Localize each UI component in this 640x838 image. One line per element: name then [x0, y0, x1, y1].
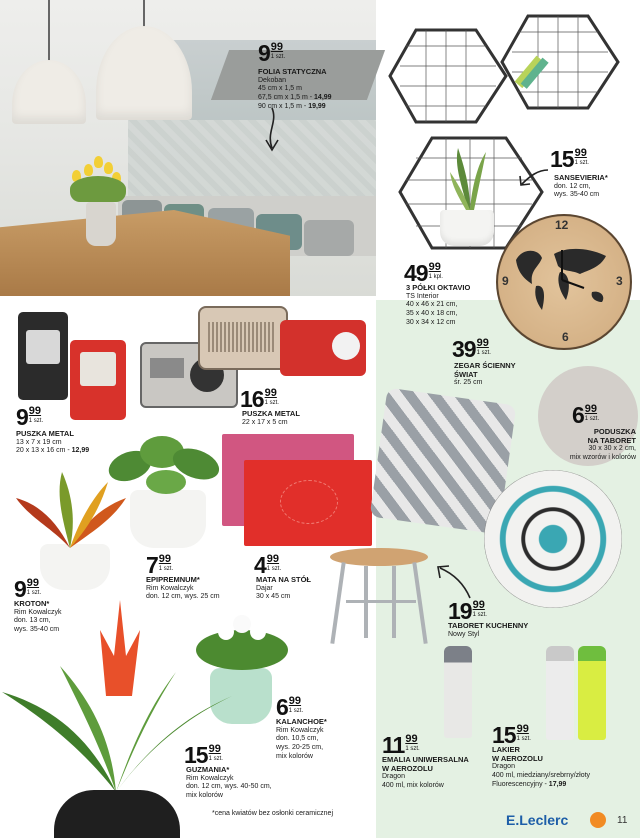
- price-zegar: [452, 338, 491, 361]
- clock-numeral: 12: [555, 218, 569, 232]
- price-unit: 1 szt.: [584, 416, 600, 422]
- product-name: LAKIER: [492, 745, 520, 754]
- product-info-guzmania: [186, 766, 272, 801]
- product-name: MATA NA STÓŁ: [256, 575, 311, 584]
- product-info-lakier: [492, 746, 590, 790]
- arrow-icon: [516, 166, 550, 188]
- product-desc: Rim Kowalczyk: [146, 584, 194, 592]
- variant-text: Fluorescencyjny -: [492, 780, 549, 788]
- price-folia: [258, 42, 285, 65]
- red-table-mat-image: [244, 460, 372, 546]
- price-integer: 7: [146, 552, 158, 578]
- price-integer: 9: [16, 404, 28, 430]
- price-cents: 99: [584, 403, 598, 415]
- price-unit: 1 szt.: [270, 54, 286, 60]
- cushion-image: [304, 220, 354, 256]
- price-integer: 6: [276, 694, 288, 720]
- product-name: W AEROZOLU: [492, 753, 543, 763]
- product-desc: mix kolorów: [276, 752, 313, 760]
- price-unit: 1 szt.: [288, 708, 304, 714]
- price-unit: 1 szt.: [405, 746, 420, 752]
- product-name: PUSZKA METAL: [242, 409, 300, 418]
- variant-price: 14,99: [314, 94, 332, 102]
- product-desc: Rim Kowalczyk: [14, 608, 62, 616]
- product-info-kroton: [14, 600, 61, 635]
- price-cents: 99: [516, 723, 529, 735]
- price-unit: 1 szt.: [574, 160, 589, 166]
- product-name: EPIPREMNUM*: [146, 575, 200, 584]
- price-integer: 11: [382, 732, 405, 758]
- price-unit: 1 szt.: [208, 756, 223, 762]
- product-desc: 45 cm x 1,5 m: [258, 85, 302, 93]
- price-taboret: [448, 600, 487, 623]
- price-cents: 99: [264, 387, 277, 399]
- price-cents: 99: [288, 695, 302, 707]
- tulip-image: [84, 164, 93, 176]
- arrow-icon: [434, 562, 474, 602]
- product-name: EMALIA UNIWERSALNA: [382, 755, 469, 764]
- price-unit: 1 szt.: [26, 590, 42, 596]
- price-guzmania: [184, 744, 223, 767]
- price-unit: 1 szt.: [158, 566, 174, 572]
- price-kroton: [14, 578, 41, 601]
- product-name: 3 PÓŁKI OKTAVIO: [406, 283, 471, 292]
- epipremnum-pot-image: [130, 490, 206, 548]
- product-name: ŚWIAT: [454, 369, 478, 379]
- price-unit: 1 szt.: [476, 350, 491, 356]
- pendant-lamp-image: [12, 60, 86, 124]
- product-info-folia: [258, 68, 332, 112]
- price-unit: 1 szt.: [516, 736, 531, 742]
- price-sansevieria: [550, 148, 589, 171]
- product-name: KALANCHOE*: [276, 717, 327, 726]
- product-desc: Rim Kowalczyk: [186, 774, 234, 782]
- price-poduszka: [572, 404, 599, 427]
- product-desc: TS Interior: [406, 292, 439, 300]
- leclerc-logo-icon: [590, 812, 606, 828]
- price-lakier: [492, 724, 531, 747]
- tulip-leaves-image: [70, 176, 126, 202]
- price-puszka-1: [16, 406, 43, 429]
- product-info-mata: [256, 576, 311, 602]
- price-unit: 1 szt.: [28, 418, 44, 424]
- price-integer: 9: [14, 576, 26, 602]
- product-desc: Rim Kowalczyk: [276, 726, 324, 734]
- product-info-sansevieria: [554, 174, 608, 200]
- variant-price: 12,99: [71, 447, 90, 455]
- product-desc: don. 12 cm,: [554, 182, 591, 190]
- price-integer: 4: [254, 552, 266, 578]
- product-name: TABORET KUCHENNY: [448, 621, 529, 630]
- product-desc: don. 10,5 cm,: [276, 735, 319, 743]
- price-integer: 9: [258, 40, 270, 66]
- product-desc: don. 12 cm, wys. 25 cm: [146, 593, 220, 601]
- price-unit: 1 kpl.: [428, 274, 443, 280]
- product-info-emalia: [382, 756, 469, 791]
- price-integer: 19: [448, 598, 472, 624]
- world-map-image: [510, 240, 614, 320]
- price-epipremnum: [146, 554, 173, 577]
- price-cents: 99: [476, 337, 489, 349]
- product-desc: Dragon: [382, 773, 405, 781]
- product-name: NA TABORET: [587, 435, 636, 445]
- price-integer: 16: [240, 386, 264, 412]
- product-info-taboret: [448, 622, 528, 639]
- product-name: ZEGAR ŚCIENNY: [454, 361, 516, 370]
- product-desc: 13 x 7 x 19 cm: [16, 438, 62, 446]
- product-desc: mix kolorów: [186, 792, 223, 800]
- brand-name: E.Leclerc: [506, 812, 569, 828]
- lamp-cord: [48, 0, 50, 62]
- product-desc: 30 x 30 x 2 cm,: [588, 445, 636, 453]
- sansevieria-plant-image: [448, 146, 490, 212]
- price-cents: 99: [158, 553, 172, 565]
- vase-image: [86, 202, 116, 246]
- product-desc: mix wzorów i kolorów: [569, 454, 636, 461]
- emalia-spray-can-image: [444, 646, 472, 738]
- red-tin-image: [70, 340, 126, 420]
- clock-numeral: 3: [616, 274, 623, 288]
- product-desc: 400 ml, mix kolorów: [382, 782, 444, 789]
- product-info-puszka-2: [242, 410, 300, 427]
- price-integer: 6: [572, 402, 584, 428]
- product-info-puszka-1: [16, 430, 89, 456]
- product-info-poduszka: [542, 428, 636, 463]
- product-name: GUZMANIA*: [186, 765, 230, 774]
- dining-room-photo: [0, 0, 376, 296]
- kroton-pot-image: [40, 544, 110, 590]
- product-desc: 22 x 17 x 5 cm: [242, 418, 288, 426]
- variant-price: 17,99: [548, 780, 567, 788]
- variant-price: 19,99: [308, 102, 326, 110]
- page-number: 11: [617, 815, 628, 826]
- price-unit: 1 szt.: [266, 566, 282, 572]
- price-cents: 99: [26, 577, 40, 589]
- product-info-kalanchoe: [276, 718, 327, 762]
- price-integer: 49: [404, 260, 428, 286]
- product-desc: Dajar: [256, 584, 273, 592]
- product-name: PUSZKA METAL: [16, 429, 74, 438]
- product-desc: Dragon: [492, 763, 515, 771]
- planter-pot-image: [440, 210, 494, 246]
- product-desc: 400 ml, miedziany/srebrny/złoty: [492, 772, 591, 779]
- lakier-fluor-spray-can-image: [578, 646, 606, 740]
- price-unit: 1 szt.: [472, 612, 487, 618]
- product-name: W AEROZOLU: [382, 763, 433, 773]
- price-cents: 99: [405, 733, 418, 745]
- product-info-zegar: [454, 362, 516, 388]
- price-unit: 1 szt.: [264, 400, 279, 406]
- price-integer: 15: [184, 742, 208, 768]
- product-desc: don. 12 cm, wys. 40-50 cm,: [186, 783, 272, 791]
- price-cents: 99: [270, 41, 284, 53]
- product-desc: Nowy Styl: [448, 630, 480, 638]
- product-info-epipremnum: [146, 576, 220, 602]
- product-desc: don. 13 cm,: [14, 617, 51, 625]
- price-emalia: [382, 734, 420, 757]
- product-desc: wys. 35-40 cm: [554, 191, 600, 199]
- price-integer: 39: [452, 336, 476, 362]
- arrow-icon: [262, 106, 282, 152]
- price-cents: 99: [472, 599, 485, 611]
- variant-text: 90 cm x 1,5 m -: [258, 102, 309, 110]
- stool-leg-image: [330, 562, 345, 644]
- clock-numeral: 6: [562, 330, 569, 344]
- product-name: SANSEVIERIA*: [554, 173, 608, 182]
- product-desc: wys. 20-25 cm,: [276, 744, 324, 752]
- footnote: *cena kwiatów bez osłonki ceramicznej: [212, 810, 333, 817]
- lakier-spray-can-image: [546, 646, 574, 740]
- product-name: FOLIA STATYCZNA: [258, 67, 327, 76]
- tulip-image: [94, 156, 103, 168]
- stool-ring-image: [346, 600, 416, 603]
- mandala-cushion-image: [484, 470, 622, 608]
- product-desc: Dekoban: [258, 76, 287, 84]
- price-cents: 99: [574, 147, 587, 159]
- retro-radio-tin-image: [198, 306, 288, 370]
- guzmania-pot-image: [54, 790, 180, 838]
- black-tin-image: [18, 312, 68, 400]
- variant-text: 20 x 13 x 16 cm -: [16, 447, 72, 455]
- tulip-image: [104, 162, 113, 174]
- price-cents: 99: [266, 553, 280, 565]
- hex-shelf-image: [498, 12, 628, 112]
- product-desc: 40 x 46 x 21 cm,: [406, 301, 458, 309]
- price-integer: 15: [492, 722, 516, 748]
- red-radio-tin-image: [280, 320, 366, 376]
- kroton-plant-image: [12, 468, 130, 550]
- price-polki: [404, 262, 443, 285]
- product-desc: 30 x 45 cm: [256, 593, 291, 601]
- product-desc: wys. 35-40 cm: [14, 626, 60, 634]
- clock-numeral: 9: [502, 274, 509, 288]
- hex-shelf-image: [386, 26, 516, 126]
- price-cents: 99: [28, 405, 42, 417]
- price-kalanchoe: [276, 696, 303, 719]
- product-desc: śr. 25 cm: [454, 379, 483, 387]
- price-mata: [254, 554, 281, 577]
- price-puszka-2: [240, 388, 279, 411]
- product-desc: 30 x 34 x 12 cm: [406, 318, 456, 326]
- product-info-polki: [406, 284, 470, 328]
- product-name: KROTON*: [14, 599, 50, 608]
- brand-logo[interactable]: [506, 812, 568, 828]
- variant-text: 67,5 cm x 1,5 m -: [258, 94, 315, 102]
- product-name: PODUSZKA: [593, 427, 636, 436]
- price-cents: 99: [428, 261, 441, 273]
- product-desc: 35 x 40 x 18 cm,: [406, 310, 458, 318]
- price-integer: 15: [550, 146, 574, 172]
- price-cents: 99: [208, 743, 221, 755]
